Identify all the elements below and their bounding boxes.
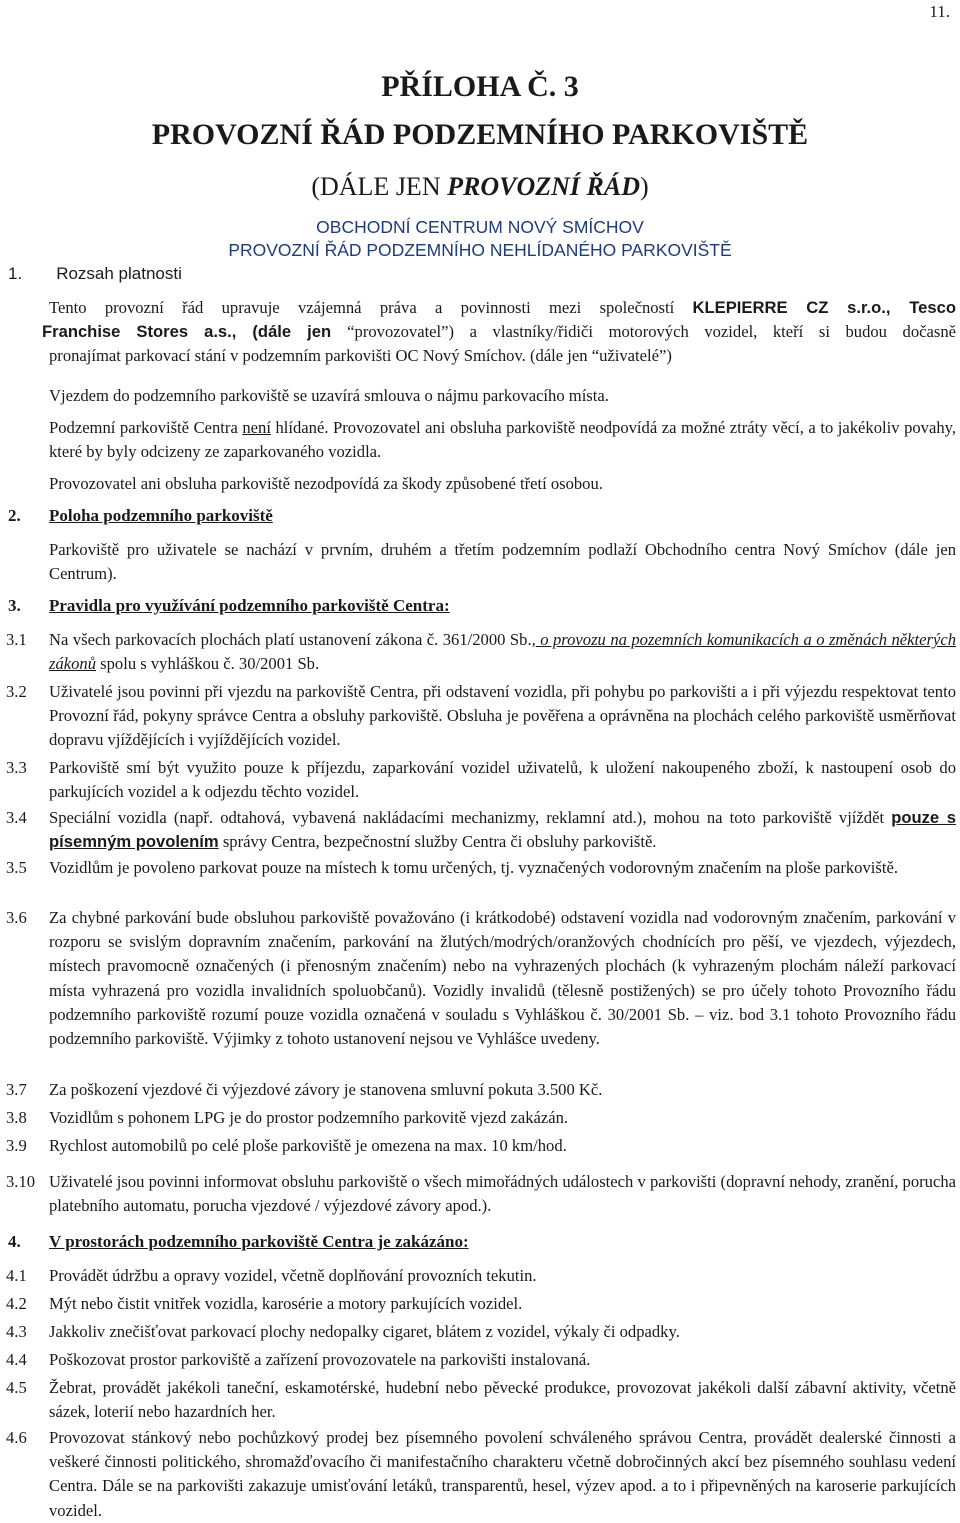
page-number: 11.	[929, 2, 950, 21]
rule-number: 3.1	[6, 630, 27, 649]
title-main: PROVOZNÍ ŘÁD PODZEMNÍHO PARKOVIŠTĚ	[151, 118, 809, 151]
rule-text: Uživatelé jsou povinni při vjezdu na parkoviště Centra, při odstavení vozidla, při pohybu po parkovišti a i při výjezdu respektovat tento Provozní řád, pokyny správce Centra a obsluhy parkoviště. Obsluha je pověřena a oprávněna na plochách celého parkoviště usměrňovat dopravu vjíždějících i vyjíždějících vozidel.	[49, 682, 956, 750]
section-2-heading	[8, 506, 273, 526]
rule-text: Vozidlům s pohonem LPG je do prostor podzemního parkovitě vjezd zakázán.	[49, 1108, 569, 1127]
rule-item	[6, 856, 956, 880]
section-1-paragraph-2: Vjezdem do podzemního parkoviště se uzavírá smlouva o nájmu parkovacího místa.	[49, 386, 609, 405]
rule-number: 3.6	[6, 908, 27, 927]
rule-item	[6, 680, 956, 753]
rule-number: 3.7	[6, 1080, 27, 1099]
prohibition-number: 4.6	[6, 1428, 27, 1447]
s1p3-text-b: hlídané.	[270, 418, 329, 437]
prohibition-number: 4.3	[6, 1322, 27, 1341]
rule-text	[49, 628, 956, 676]
rule-item	[6, 1106, 956, 1130]
prohibition-number: 4.5	[6, 1378, 27, 1397]
rule-text: Parkoviště smí být využito pouze k příjezdu, zaparkování vozidel uživatelů, k uložení nakoupeného zboží, k nastoupení osob do parkujících vozidel a k odjezdu těchto vozidel.	[49, 758, 956, 802]
s1p1-text-a: Tento provozní řád upravuje vzájemná práva a povinnosti mezi společností	[49, 298, 693, 317]
rule-item	[6, 1134, 956, 1158]
s1p1-text-d: (dále jen “uživatelé”)	[525, 346, 672, 365]
rule-number: 3.8	[6, 1108, 27, 1127]
rule-text: Rychlost automobilů po celé ploše parkoviště je omezena na max. 10 km/hod.	[49, 1136, 567, 1155]
rule-item	[6, 1078, 956, 1102]
section-3-number: 3.	[8, 596, 21, 615]
s1p1-company2: Franchise Stores a.s., (dále jen	[42, 322, 348, 341]
rule-text-b: spolu s vyhláškou č. 30/2001 Sb.	[96, 654, 320, 674]
rule-text: Za poškození vjezdové či výjezdové závory je stanovena smluvní pokuta 3.500 Kč.	[49, 1080, 603, 1099]
s1p3-text-a: Podzemní parkoviště Centra	[49, 418, 243, 437]
rule-number: 3.4	[6, 808, 27, 827]
prohibition-number: 4.1	[6, 1266, 27, 1285]
s1p1-company: KLEPIERRE CZ s.r.o., Tesco	[692, 298, 956, 317]
prohibition-item	[6, 1292, 956, 1316]
section-1-number: 1.	[8, 264, 23, 283]
section-4-number: 4.	[8, 1232, 21, 1251]
section-2-paragraph-1: Parkoviště pro uživatele se nachází v prvním, druhém a třetím podzemním podlaží Obchodního centra Nový Smíchov (dále jen Centrum).	[49, 540, 956, 583]
rule-text-a: Speciální vozidla (např. odtahová, vybavená nakládacími mechanizmy, reklamní atd.), mohou na toto parkoviště vjíždět	[49, 808, 892, 827]
rule-number: 3.2	[6, 682, 27, 701]
rule-number: 3.10	[6, 1172, 36, 1191]
prohibition-text: Poškozovat prostor parkoviště a zařízení provozovatele na parkovišti instalovaná.	[49, 1350, 591, 1369]
rule-text: Vozidlům je povoleno parkovat pouze na místech k tomu určených, tj. vyznačených vodorovným značením na ploše parkoviště.	[49, 858, 898, 877]
section-3-heading	[8, 596, 450, 616]
prohibition-item	[6, 1376, 956, 1424]
prohibition-item	[6, 1348, 956, 1372]
s1p1-text-b: “provozovatel”) a vlastníky/řidiči motorových vozidel, kteří si budou dočasně	[347, 322, 956, 341]
prohibition-text: Mýt nebo čistit vnitřek vozidla, karosérie a motory parkujících vozidel.	[49, 1294, 523, 1313]
rule-text: Uživatelé jsou povinni informovat obsluhu parkoviště o všech mimořádných událostech v parkovišti (dopravní nehody, zranění, porucha platebního automatu, porucha vjezdové / výjezdové závory apod.).	[49, 1172, 956, 1216]
s1p1-line1	[49, 296, 956, 320]
section-2-number: 2.	[8, 506, 21, 525]
s1p1-line3	[49, 344, 956, 368]
title-short-italic: PROVOZNÍ ŘÁD	[447, 172, 640, 201]
prohibition-text: Jakkoliv znečišťovat parkovací plochy nedopalky cigaret, blátem z vozidel, výkaly či odpadky.	[49, 1322, 680, 1341]
s1p3-text-c: Provozovatel ani obsluha parkoviště neodpovídá za možné ztráty věcí, a to jakékoliv povahy, které by byly odcizeny ze zaparkovaného vozidla.	[49, 418, 957, 461]
section-1-paragraph-4: Provozovatel ani obsluha parkoviště nezodpovídá za škody způsobené třetí osobou.	[49, 474, 603, 493]
title-short-open: (DÁLE JEN	[311, 172, 448, 201]
rule-item	[6, 628, 956, 676]
section-4-title: V prostorách podzemního parkoviště Centra je zakázáno:	[49, 1232, 469, 1251]
title-annex: PŘÍLOHA Č. 3	[381, 70, 579, 103]
prohibition-text: Žebrat, provádět jakékoli taneční, eskamotérské, hudební nebo pěvecké produkce, provozovat jakékoli další zábavní aktivity, včetně sázek, loterií nebo hazardních her.	[49, 1378, 956, 1422]
prohibition-number: 4.4	[6, 1350, 27, 1369]
section-2-title: Poloha podzemního parkoviště	[49, 506, 273, 525]
prohibition-text: Provádět údržbu a opravy vozidel, včetně doplňování provozních tekutin.	[49, 1266, 537, 1285]
section-1-heading	[8, 264, 182, 284]
prohibition-text: Provozovat stánkový nebo pochůzkový prodej bez písemného povolení schváleného správou Centra, provádět dealerské činnosti a veškeré činnosti politického, shromažďovacího či manifestačního charakteru včetně dobročinných akcí bez písemného souhlasu vedení Centra. Dále se na parkovišti zakazuje umisťování letáků, transparentů, hesel, výzev apod. a to i připevněných na karoserie parkujících vozidel.	[49, 1428, 956, 1520]
prohibition-item	[6, 1426, 956, 1523]
rule-number: 3.9	[6, 1136, 27, 1155]
rule-number: 3.3	[6, 758, 27, 777]
section-1-paragraph-3	[49, 416, 956, 464]
subtitle-order: PROVOZNÍ ŘÁD PODZEMNÍHO NEHLÍDANÉHO PARKOVIŠTĚ	[228, 240, 732, 260]
rule-item	[6, 906, 956, 1051]
law-title-italic: o provozu na pozemních komunikacích a o změnách některých zákonů	[49, 630, 956, 674]
rule-item	[6, 806, 956, 854]
rule-text: Za chybné parkování bude obsluhou parkoviště považováno (i krátkodobé) odstavení vozidla nad vodorovným značením, parkování v rozporu se svislým dopravním značením, parkování na žlutých/modrých/oranžových chodnících pro pěší, ve vjezdech, výjezdech, místech pravomocně označených (i přenosným značením) nebo na vyhrazených plochách (k vyhrazeným plochám náleží parkovací místa vyhrazená pro vozidla invalidních spoluobčanů). Vozidly invalidů (tělesně postižených) se pro účely tohoto Provozního řádu podzemního parkoviště rozumí pouze vozidla označená v souladu s Vyhláškou č. 30/2001 Sb. – viz. bod 3.1 tohoto Provozního řádu podzemního parkoviště. Výjimky z tohoto ustanovení nejsou ve Vyhlášce uvedeny.	[49, 908, 956, 1049]
title-short-name	[0, 172, 960, 202]
rule-item	[6, 756, 956, 804]
title-short-close: )	[639, 172, 649, 201]
s1p1-line2	[42, 320, 956, 344]
section-1-paragraph-1	[42, 296, 956, 368]
rule-number: 3.5	[6, 858, 27, 877]
s1p1-text-c: pronajímat parkovací stání v podzemním parkovišti OC Nový Smíchov.	[49, 346, 526, 365]
rule-text-b: správy Centra, bezpečnostní služby Centra či obsluhy parkoviště.	[218, 832, 657, 852]
rule-text-a: Na všech parkovacích plochách platí ustanovení zákona č. 361/2000 Sb.,	[49, 630, 536, 649]
prohibition-number: 4.2	[6, 1294, 27, 1313]
section-4-heading	[8, 1232, 469, 1252]
section-3-title: Pravidla pro využívání podzemního parkoviště Centra:	[49, 596, 450, 615]
s1p3-underlined: není	[242, 418, 271, 437]
rule-item	[6, 1170, 956, 1218]
subtitle-centre: OBCHODNÍ CENTRUM NOVÝ SMÍCHOV	[316, 217, 644, 237]
rule-text	[49, 806, 956, 854]
section-1-title: Rozsah platnosti	[56, 264, 182, 283]
prohibition-item	[6, 1264, 956, 1288]
rule-text-underlined: pouze s písemným povolením	[49, 808, 956, 852]
prohibition-item	[6, 1320, 956, 1344]
